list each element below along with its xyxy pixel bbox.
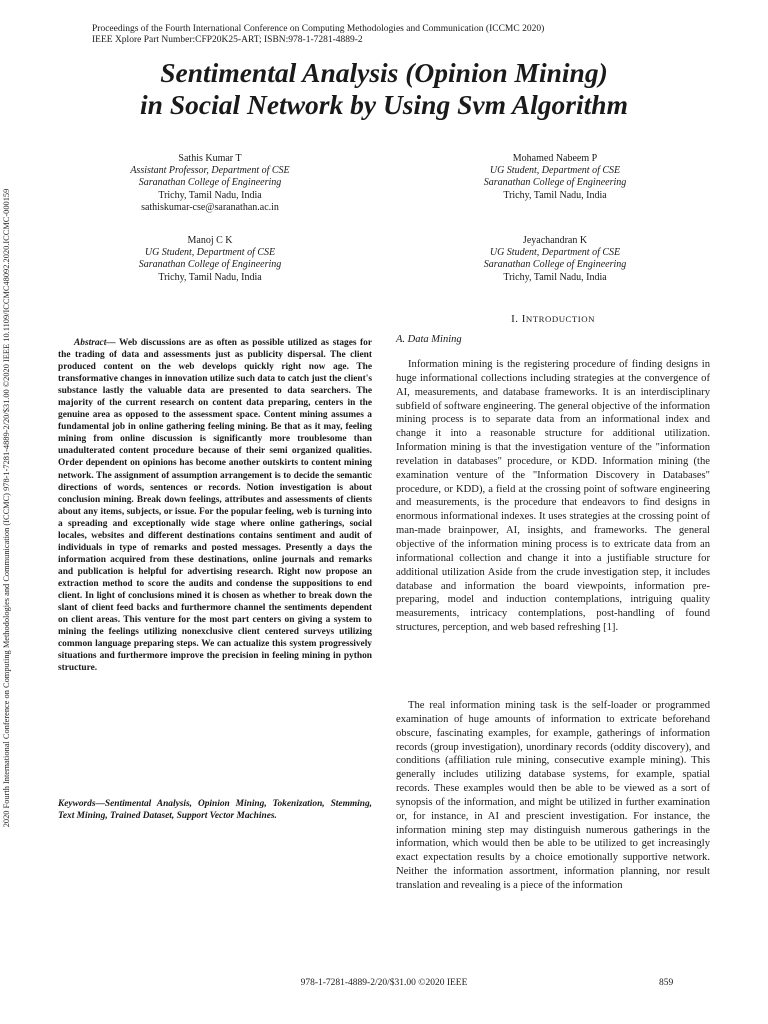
isbn-header: IEEE Xplore Part Number:CFP20K25-ART; ISBN:978-1-7281-4889-2 xyxy=(92,35,363,45)
author-block xyxy=(435,153,675,202)
author-location: Trichy, Tamil Nadu, India xyxy=(503,271,607,283)
author-location: Trichy, Tamil Nadu, India xyxy=(158,271,262,283)
author-block xyxy=(90,153,330,214)
author-college: Saranathan College of Engineering xyxy=(138,177,282,189)
author-block xyxy=(90,235,330,284)
keywords: Keywords—Sentimental Analysis, Opinion Mining, Tokenization, Stemming, Text Mining, Trained Dataset, Support Vector Machines. xyxy=(58,799,372,822)
section-heading xyxy=(396,313,710,325)
author-location: Trichy, Tamil Nadu, India xyxy=(503,189,607,201)
author-title: UG Student, Department of CSE xyxy=(489,165,621,177)
section-first-letter: I xyxy=(521,313,526,325)
page-number: 859 xyxy=(659,978,674,988)
abstract xyxy=(58,337,372,674)
conference-header: Proceedings of the Fourth International Conference on Computing Methodologies and Communication (ICCMC 2020) xyxy=(92,24,545,34)
footer-copyright: 978-1-7281-4889-2/20/$31.00 ©2020 IEEE xyxy=(300,978,468,988)
author-college: Saranathan College of Engineering xyxy=(483,259,627,271)
body-paragraph xyxy=(396,699,710,893)
author-name: Mohamed Nabeem P xyxy=(512,153,598,164)
section-title-rest: NTRODUCTION xyxy=(525,314,595,324)
author-title: UG Student, Department of CSE xyxy=(144,247,276,259)
author-title: Assistant Professor, Department of CSE xyxy=(130,165,290,177)
author-college: Saranathan College of Engineering xyxy=(138,259,282,271)
section-number: I. xyxy=(511,313,519,325)
body-paragraph xyxy=(396,358,710,635)
author-title: UG Student, Department of CSE xyxy=(489,247,621,259)
paper-title-line-1: Sentimental Analysis (Opinion Mining) xyxy=(160,57,608,88)
abstract-text: Web discussions are as often as possible utilized as stages for the trading of data and assessments just as publicity dispersal. The client produced content on the web develops quickly right now age. The transformative changes in innovation utilize such data to catch just the client's substance lastly the valuable data are presented to data searchers. The majority of the current research on content data preparing, centers in the genuine area as opposed to the assessment space. Content mining assumes a fundamental job in online gathering feeling mining. Be that as it may, feeling mining from online discussion is significantly more troublesome than unadulterated content procedure because of their semi organized qualities. Order dependent on opinions has become another outskirts to content mining network. The assignment of assumption arrangement is to decide the semantic directions of words, sentences or records. Notion investigation is about conclusion mining. Break down feelings, attributes and assessments of clients about any items, subjects, or issue. For the popular feeling, web is turning into a spreading and exceptionally wide stage where online gatherings, social locales, websites and different destinations contains sentiment and audit of individuals in type of remarks and posted messages. Presently a days the information acquired from these destinations, online journals and remarks and publication is helpful for advertising research. Right now propose an extraction method to score the audits and condense the suppositions to end client. In light of conclusions mined it is chosen as whether to break down the slant of client feed backs and furthermore channel the sentiments dependent on client areas. This venture for the most part centers on giving a system to mining the feelings utilizing nonexclusive client centered surveys utilizing common language preparing steps. We can actualize this system progressively situations and furthermore improve the precision in feeling mining in python structure. xyxy=(58,338,372,674)
abstract-label: Abstract— xyxy=(74,338,116,348)
paper-title-line-2: in Social Network by Using Svm Algorithm xyxy=(140,89,628,120)
paragraph-text: The real information mining task is the self-loader or programmed examination of huge amounts of information to extricate beforehand obscure, fascinating examples, for example, gatherings of information records (group investigation), unordinary records (oddity discovery), and conditions (affiliation rule mining, consecutive example mining). This generally includes utilizing database systems, for example, spatial records. These examples would then be able to be viewed as a sort of synopsis of the information, and might be utilized in further examination or, for instance, in AI and prescient investigation. For instance, the information mining step may distinguish numerous gatherings in the information, which would then be able to be utilized to get increasingly exact expectation results by a choice emotionally supportive network. Neither the information assortment, information planning, nor result translation and revealing is a piece of the information xyxy=(396,700,710,891)
doi-sidebar: 2020 Fourth International Conference on Computing Methodologies and Communication (ICCMC) 978-1-7281-4889-2/20/$31.00 ©2020 IEEE 10.1109/ICCMC48092.2020.ICCMC-000159 xyxy=(2,188,11,828)
author-name: Sathis Kumar T xyxy=(178,153,242,164)
author-location: Trichy, Tamil Nadu, India xyxy=(158,189,262,201)
author-email: sathiskumar-cse@saranathan.ac.in xyxy=(141,201,279,213)
paragraph-text: Information mining is the registering procedure of finding designs in huge informational collections including strategies at the convergence of AI, measurements, and database frameworks. It is an interdisciplinary subfield of software engineering. The general objective of the information mining process is to separate data from an informational index and change it into a reasonable structure for additional utilization. Information mining is that the investigation venture of the "information revelation in databases" procedure, or KDD. Information mining (the examination venture of the "Information Discovery in Databases" procedure, or KDD), a field at the crossing point of software engineering and measurements, is the procedure that endeavors to find designs in enormous informational indexes. It uses strategies at the crossing point of man-made brainpower, AI, insights, and frameworks. The general objective of the information mining process is to extricate data from an informational collection and change it into a justifiable structure for additional utilization Aside from the crude investigation step, it includes database and information the board viewpoints, information pre-preparing, model and induction contemplations, intriguing quality measurements, intricacy contemplations, post-handling of found structures, perception, and web based refreshing [1]. xyxy=(396,359,710,634)
author-block xyxy=(435,235,675,284)
subsection-heading: A. Data Mining xyxy=(396,334,462,345)
author-name: Jeyachandran K xyxy=(522,235,588,246)
author-name: Manoj C K xyxy=(187,235,233,246)
author-college: Saranathan College of Engineering xyxy=(483,177,627,189)
